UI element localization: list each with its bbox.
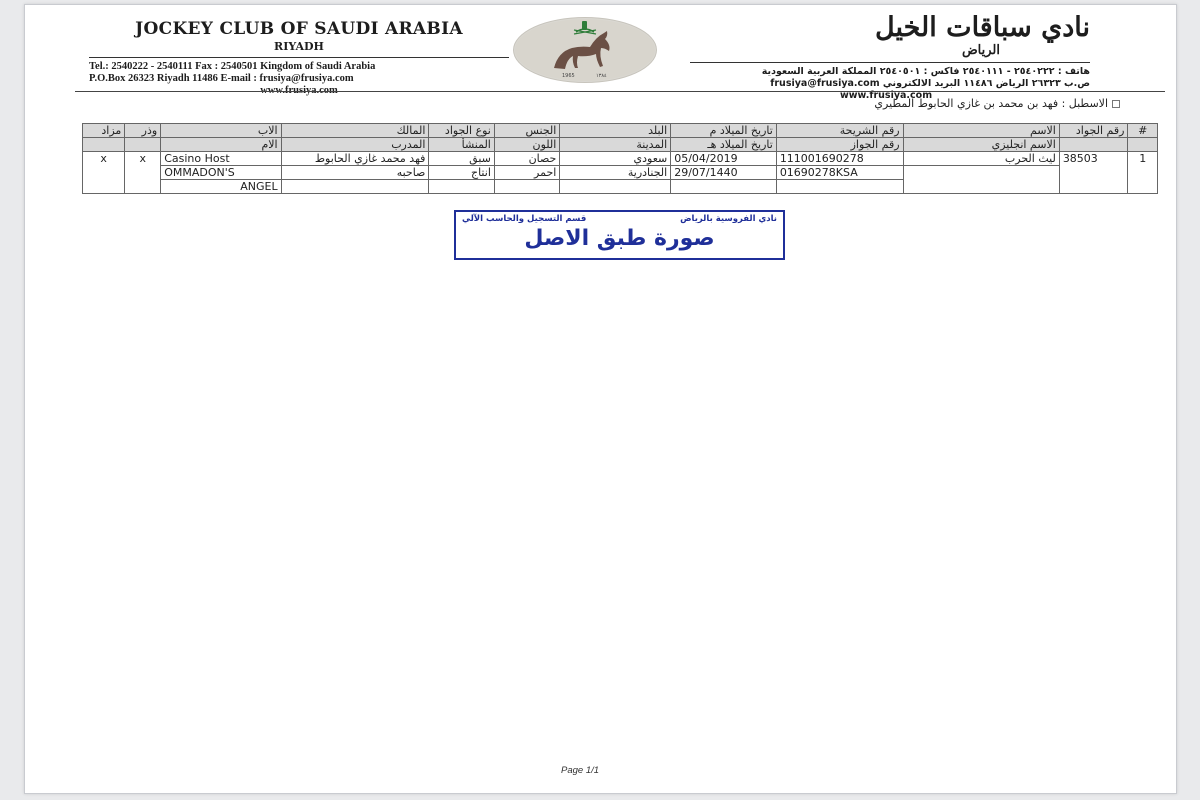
logo-year-right: ١٣٨٤ <box>596 73 607 79</box>
stable-label: الاسطبل : فهد بن محمد بن غازي الحابوط المطيري <box>874 97 1108 110</box>
col-trainer: المدرب <box>281 138 429 152</box>
contact-line-1: Tel.: 2540222 - 2540111 Fax : 2540501 Kingdom of Saudi Arabia <box>89 61 376 72</box>
cell-name: ليث الحرب <box>903 152 1059 166</box>
col-index: # <box>1128 124 1158 138</box>
website-ar: www.frusiya.com <box>840 90 933 101</box>
cell-w: x <box>125 152 161 194</box>
stamp-header <box>462 214 777 224</box>
cell-blank <box>281 180 429 194</box>
org-city-en: RIYADH <box>274 40 324 53</box>
table-row <box>83 166 1158 180</box>
col-w: وذر <box>125 124 161 138</box>
stamp-club: نادي الفروسية بالرياض <box>680 214 777 224</box>
col-type: نوع الجواد <box>429 124 494 138</box>
club-logo <box>513 17 657 83</box>
col-gender: الجنس <box>494 124 559 138</box>
logo-year-left: 1965 <box>562 73 575 79</box>
header-rule <box>75 91 1165 92</box>
cell-birth-h: 29/07/1440 <box>671 166 777 180</box>
col-blank <box>1059 138 1128 152</box>
contact-line-2: P.O.Box 26323 Riyadh 11486 E-mail : frusiya@frusiya.com <box>89 73 354 84</box>
cell-blank <box>494 180 559 194</box>
col-blank <box>83 138 125 152</box>
cell-dam-1: OMMADON'S <box>161 166 281 180</box>
cell-origin: انتاج <box>429 166 494 180</box>
stable-line <box>874 97 1120 110</box>
col-dam: الام <box>161 138 281 152</box>
cell-dam-2: ANGEL <box>161 180 281 194</box>
cell-gender: حصان <box>494 152 559 166</box>
cell-blank <box>776 180 903 194</box>
stamp-text: صورة طبق الاصل <box>524 226 715 251</box>
cell-country: سعودي <box>560 152 671 166</box>
col-origin: المنشأ <box>429 138 494 152</box>
col-name-en: الاسم انجليزي <box>903 138 1059 152</box>
website-en: www.frusiya.com <box>260 85 338 96</box>
col-horse-no: رقم الجواد <box>1059 124 1128 138</box>
org-title-en: JOCKEY CLUB OF SAUDI ARABIA <box>135 19 463 39</box>
header-divider-ar <box>690 62 1090 63</box>
cell-owner: فهد محمد غازي الحابوط <box>281 152 429 166</box>
header-arabic <box>690 13 1090 102</box>
stamp-department: قسم التسجيل والحاسب الآلي <box>462 214 587 224</box>
col-birth-g: تاريخ الميلاد م <box>671 124 777 138</box>
col-blank <box>125 138 161 152</box>
cell-name-en <box>903 166 1059 194</box>
cell-chip: 111001690278 <box>776 152 903 166</box>
checkbox-icon <box>1112 100 1120 108</box>
cell-type: سبق <box>429 152 494 166</box>
document-page <box>24 4 1177 794</box>
col-auction: مزاد <box>83 124 125 138</box>
col-passport: رقم الجواز <box>776 138 903 152</box>
cell-birth-g: 05/04/2019 <box>671 152 777 166</box>
col-color: اللون <box>494 138 559 152</box>
table-row <box>83 152 1158 166</box>
page-number: Page 1/1 <box>561 765 600 776</box>
col-name: الاسم <box>903 124 1059 138</box>
col-city: المدينة <box>560 138 671 152</box>
certified-copy-stamp <box>454 210 785 260</box>
col-sire: الاب <box>161 124 281 138</box>
header-english <box>89 19 509 97</box>
contact-line-ar-2: ص.ب ٢٦٣٢٣ الرياض ١١٤٨٦ البريد الالكتروني frusiya@frusiya.com <box>770 78 1090 89</box>
col-birth-h: تاريخ الميلاد هـ <box>671 138 777 152</box>
org-city-ar: الرياض <box>961 43 1000 58</box>
cell-color: احمر <box>494 166 559 180</box>
org-title-ar: نادي سباقات الخيل <box>875 12 1090 43</box>
cell-horse-no: 38503 <box>1059 152 1128 194</box>
cell-city: الجنادرية <box>560 166 671 180</box>
header-row-2 <box>83 138 1158 152</box>
horse-table <box>82 123 1158 194</box>
cell-blank <box>560 180 671 194</box>
cell-blank <box>429 180 494 194</box>
col-country: البلد <box>560 124 671 138</box>
cell-index: 1 <box>1128 152 1158 194</box>
header-row-1 <box>83 124 1158 138</box>
cell-sire: Casino Host <box>161 152 281 166</box>
horse-emblem-icon <box>514 18 656 82</box>
cell-passport: 01690278KSA <box>776 166 903 180</box>
col-chip: رقم الشريحة <box>776 124 903 138</box>
contact-line-ar-1: هاتف : ٢٥٤٠٢٢٢ - ٢٥٤٠١١١ فاكس : ٢٥٤٠٥٠١ المملكة العربية السعودية <box>761 66 1090 77</box>
cell-trainer: صاحبه <box>281 166 429 180</box>
cell-auction: x <box>83 152 125 194</box>
cell-blank <box>671 180 777 194</box>
header-divider-en <box>89 57 509 58</box>
col-blank <box>1128 138 1158 152</box>
col-owner: المالك <box>281 124 429 138</box>
